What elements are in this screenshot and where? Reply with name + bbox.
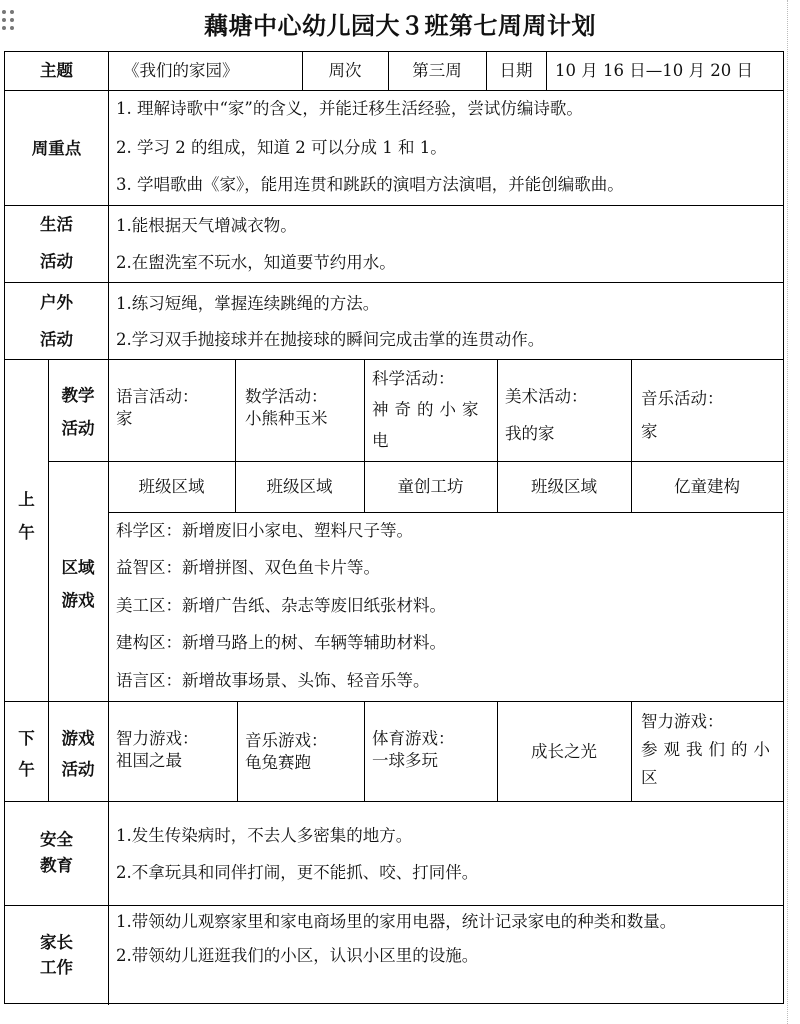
teaching-cell-topic: 家: [116, 409, 133, 428]
game-label-1: 游戏: [61, 729, 95, 748]
game-cell-topic: 祖国之最: [116, 751, 182, 770]
teaching-cell-art: [505, 378, 588, 452]
outdoor-item: 2.学习双手抛接球并在抛接球的瞬间完成击掌的连贯动作。: [116, 330, 545, 349]
area-item: 美工区：新增广告纸、杂志等废旧纸张材料。: [116, 596, 446, 615]
teaching-cell-topic: 家: [641, 422, 658, 441]
theme-label: 主题: [40, 61, 73, 80]
game-cell-topic-cont: 区: [641, 768, 658, 787]
game-cell-visit: [641, 708, 776, 792]
game-cell-intellect: [116, 728, 199, 772]
life-label-1: 生活: [40, 215, 73, 234]
safety-item: 1.发生传染病时，不去人多密集的地方。: [116, 826, 413, 845]
safety-label-2: 教育: [40, 856, 73, 875]
game-cell-title: 音乐游戏：: [245, 731, 328, 750]
life-item: 2.在盥洗室不玩水，知道要节约用水。: [116, 253, 396, 272]
area-item: 益智区：新增拼图、双色鱼卡片等。: [116, 558, 380, 577]
zone-label: 亿童建构: [674, 477, 740, 496]
week-label: 周次: [328, 61, 362, 80]
focus-item: 2. 学习 2 的组成，知道 2 可以分成 1 和 1。: [116, 138, 447, 157]
teaching-label-1: 教学: [61, 386, 95, 405]
game-cell-title: 智力游戏：: [116, 729, 199, 748]
teaching-cell-science: [372, 363, 485, 456]
focus-label: 周重点: [31, 139, 82, 158]
game-cell-topic: 参观我们的小: [641, 740, 776, 759]
teaching-cell-topic: 小熊种玉米: [245, 409, 328, 428]
parents-item: 1.带领幼儿观察家里和家电商场里的家用电器，统计记录家电的种类和数量。: [116, 912, 677, 931]
date-value: 10 月 16 日—10 月 20 日: [555, 61, 753, 80]
morning-label-2: 午: [18, 523, 35, 542]
game-cell-sports: [372, 728, 455, 772]
teaching-cell-title: 数学活动：: [245, 387, 328, 406]
teaching-cell-language: [116, 386, 199, 430]
game-label-2: 活动: [61, 760, 95, 779]
area-item: 科学区：新增废旧小家电、塑料尺子等。: [116, 521, 413, 540]
area-item: 语言区：新增故事场景、头饰、轻音乐等。: [116, 671, 430, 690]
safety-content: [108, 801, 783, 905]
game-cell-title: 体育游戏：: [372, 729, 455, 748]
zone-label: 班级区域: [266, 477, 333, 496]
teaching-cell-topic: 神奇的小家: [372, 400, 485, 419]
focus-item: 1. 理解诗歌中“家”的含义，并能迁移生活经验，尝试仿编诗歌。: [116, 99, 583, 118]
life-item: 1.能根据天气增减衣物。: [116, 216, 297, 235]
parents-label-2: 工作: [40, 958, 73, 977]
focus-item: 3. 学唱歌曲《家》，能用连贯和跳跃的演唱方法演唱，并能创编歌曲。: [116, 175, 624, 194]
teaching-cell-topic-cont: 电: [372, 431, 389, 450]
zone-label: 班级区域: [138, 477, 205, 496]
theme-value: 《我们的家园》: [123, 61, 239, 80]
outdoor-item: 1.练习短绳，掌握连续跳绳的方法。: [116, 294, 380, 313]
area-label-1: 区域: [61, 558, 95, 577]
safety-item: 2.不拿玩具和同伴打闹，更不能抓、咬、打同伴。: [116, 863, 479, 882]
zone-label: 班级区域: [531, 477, 597, 496]
teaching-cell-title: 科学活动：: [372, 369, 455, 388]
area-item: 建构区：新增马路上的树、车辆等辅助材料。: [116, 633, 446, 652]
teaching-cell-title: 语言活动：: [116, 387, 199, 406]
zone-label: 童创工坊: [397, 477, 464, 496]
game-cell-title: 智力游戏：: [641, 712, 724, 731]
life-label-2: 活动: [40, 252, 73, 271]
teaching-cell-music: [641, 382, 724, 448]
teaching-cell-topic: 我的家: [505, 424, 555, 443]
area-label-2: 游戏: [61, 591, 95, 610]
teaching-label-2: 活动: [61, 419, 95, 438]
page-margin-guide: [787, 0, 788, 1024]
parents-content: [108, 905, 783, 1003]
game-cell-growth: [497, 741, 631, 763]
page-title: 藕塘中心幼儿园大３班第七周周计划: [204, 12, 596, 40]
weekly-plan-table: [4, 51, 784, 1004]
morning-label-1: 上: [18, 490, 35, 509]
life-content: [108, 205, 783, 282]
game-cell-topic: 一球多玩: [372, 751, 438, 770]
game-cell-topic: 龟兔赛跑: [245, 753, 311, 772]
teaching-cell-math: [245, 386, 328, 430]
afternoon-label-1: 下: [18, 729, 35, 748]
game-cell-title: 成长之光: [531, 742, 597, 761]
parents-label-1: 家长: [40, 933, 73, 952]
area-content: [108, 512, 783, 701]
date-label: 日期: [499, 61, 533, 80]
safety-label-1: 安全: [40, 830, 73, 849]
focus-content: [108, 90, 783, 205]
afternoon-label-2: 午: [18, 760, 35, 779]
parents-item: 2.带领幼儿逛逛我们的小区，认识小区里的设施。: [116, 946, 479, 965]
week-value: 第三周: [412, 61, 462, 80]
outdoor-label-1: 户外: [40, 293, 73, 312]
game-cell-music: [245, 730, 328, 774]
teaching-cell-title: 音乐活动：: [641, 389, 724, 408]
outdoor-content: [108, 282, 783, 359]
teaching-cell-title: 美术活动：: [505, 387, 588, 406]
outdoor-label-2: 活动: [40, 330, 73, 349]
